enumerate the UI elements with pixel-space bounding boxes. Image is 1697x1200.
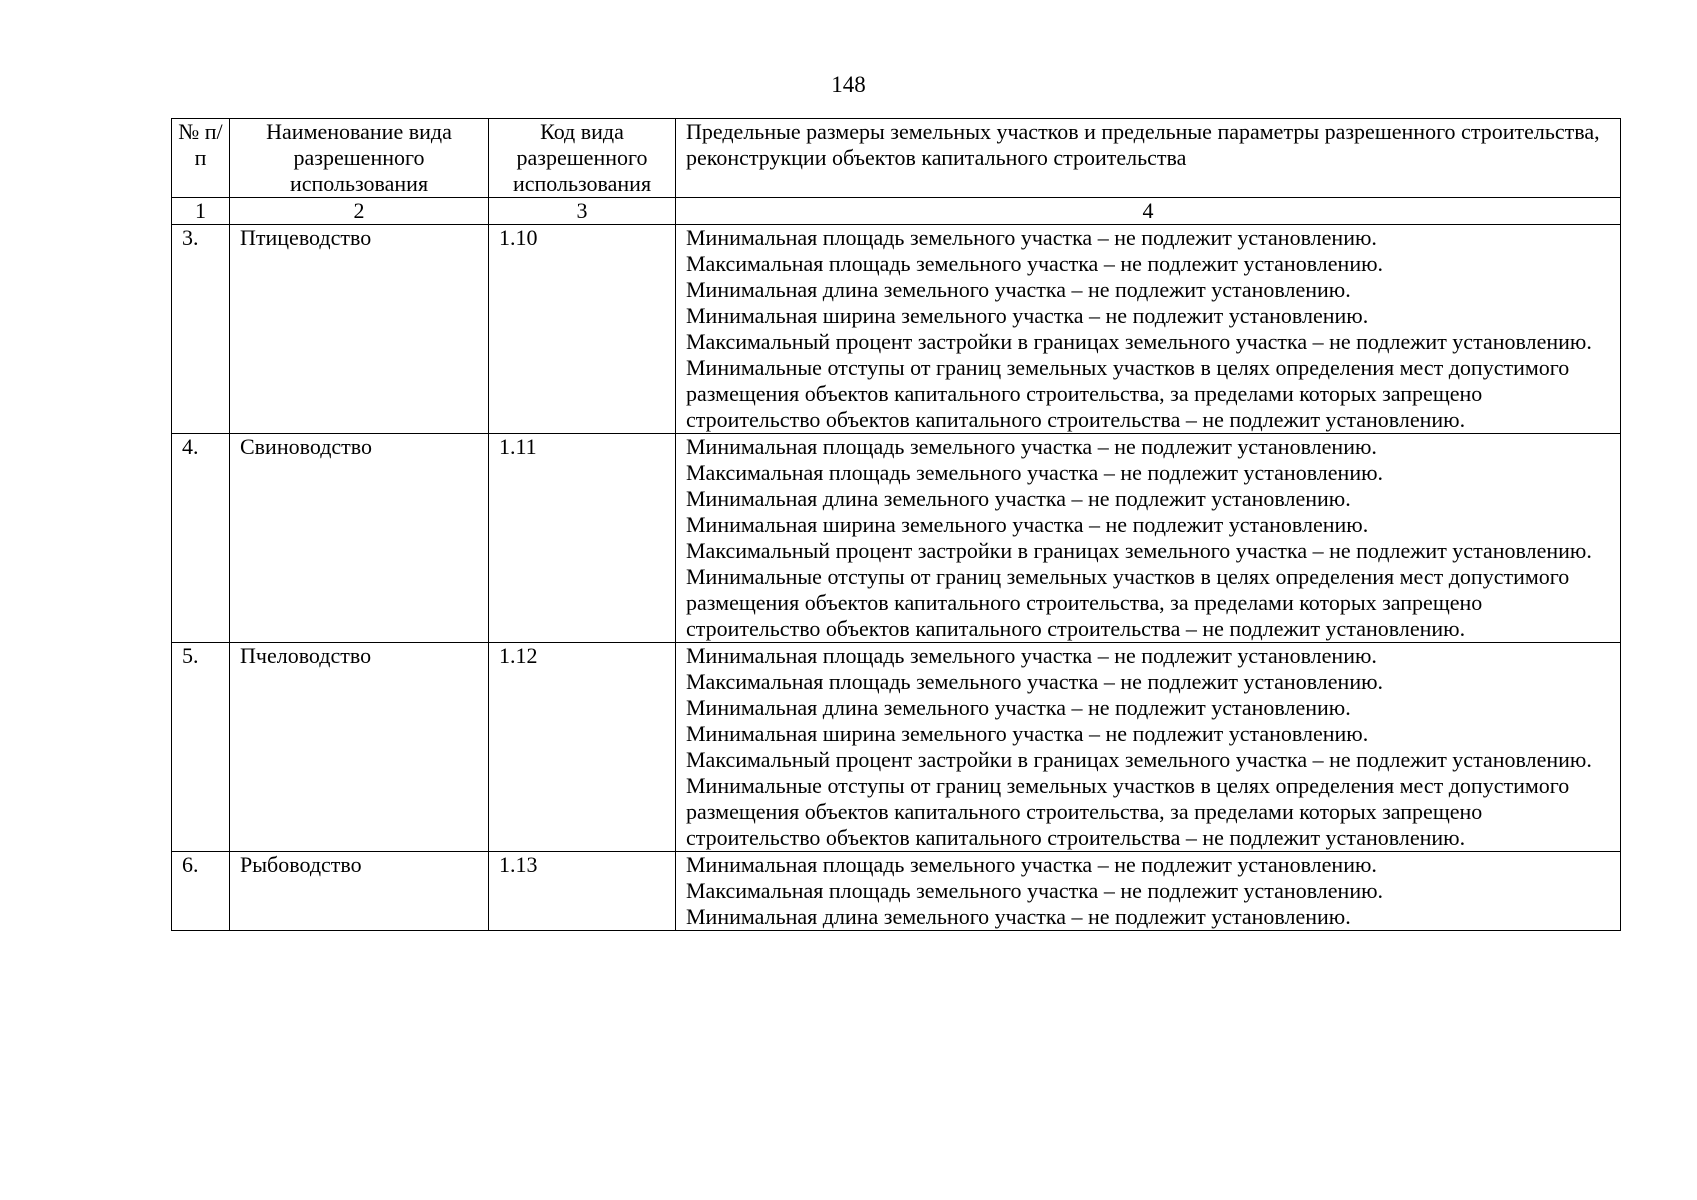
- column-number: 2: [230, 198, 489, 225]
- table-body: [172, 225, 1621, 931]
- parameters-cell: [676, 434, 1621, 643]
- use-code: 1.11: [489, 434, 676, 643]
- parameter-line: Максимальный процент застройки в границах земельного участка – не подлежит установлению.: [686, 747, 1592, 772]
- header-parameters: Предельные размеры земельных участков и предельные параметры разрешенного строительства, реконструкции объектов капитального строительства: [676, 119, 1621, 198]
- parameter-line: Максимальная площадь земельного участка – не подлежит установлению.: [686, 669, 1384, 694]
- header-row: [172, 119, 1621, 198]
- column-number-row: [172, 198, 1621, 225]
- parameter-line: Минимальная ширина земельного участка – не подлежит установлению.: [686, 303, 1369, 328]
- row-number: 4.: [172, 434, 230, 643]
- use-code: 1.12: [489, 643, 676, 852]
- header-number: № п/п: [172, 119, 230, 198]
- parameter-line: Минимальная длина земельного участка – не подлежит установлению.: [686, 277, 1351, 302]
- use-code: 1.13: [489, 852, 676, 931]
- row-number: 3.: [172, 225, 230, 434]
- parameter-line: Минимальная длина земельного участка – не подлежит установлению.: [686, 486, 1351, 511]
- parameter-line: Максимальная площадь земельного участка – не подлежит установлению.: [686, 251, 1384, 276]
- land-use-table: [171, 118, 1621, 931]
- use-name: Свиноводство: [230, 434, 489, 643]
- use-code: 1.10: [489, 225, 676, 434]
- parameters-cell: [676, 852, 1621, 931]
- row-number: 6.: [172, 852, 230, 931]
- use-name: Пчеловодство: [230, 643, 489, 852]
- parameter-line: Минимальная площадь земельного участка – не подлежит установлению.: [686, 643, 1377, 668]
- parameter-line: Максимальный процент застройки в границах земельного участка – не подлежит установлению.: [686, 329, 1592, 354]
- table-row: [172, 852, 1621, 931]
- use-name: Рыбоводство: [230, 852, 489, 931]
- row-number: 5.: [172, 643, 230, 852]
- column-number: 4: [676, 198, 1621, 225]
- parameter-line: Максимальная площадь земельного участка – не подлежит установлению.: [686, 878, 1384, 903]
- parameter-line: Минимальная длина земельного участка – не подлежит установлению.: [686, 904, 1351, 929]
- parameter-line: Минимальные отступы от границ земельных участков в целях определения мест допустимого размещения объектов капитального строительства, за пределами которых запрещено строительство объектов капитального строительства – не подлежит установлению.: [686, 773, 1570, 850]
- column-number: 1: [172, 198, 230, 225]
- parameter-line: Минимальная ширина земельного участка – не подлежит установлению.: [686, 512, 1369, 537]
- parameter-line: Минимальная площадь земельного участка – не подлежит установлению.: [686, 852, 1377, 877]
- header-use-code: Код вида разрешенного использования: [489, 119, 676, 198]
- parameter-line: Минимальная площадь земельного участка – не подлежит установлению.: [686, 225, 1377, 250]
- parameters-cell: [676, 643, 1621, 852]
- parameter-line: Минимальные отступы от границ земельных участков в целях определения мест допустимого размещения объектов капитального строительства, за пределами которых запрещено строительство объектов капитального строительства – не подлежит установлению.: [686, 564, 1570, 641]
- table-row: [172, 225, 1621, 434]
- parameter-line: Максимальная площадь земельного участка – не подлежит установлению.: [686, 460, 1384, 485]
- use-name: Птицеводство: [230, 225, 489, 434]
- column-number: 3: [489, 198, 676, 225]
- parameter-line: Максимальный процент застройки в границах земельного участка – не подлежит установлению.: [686, 538, 1592, 563]
- header-use-name: Наименование вида разрешенного использования: [230, 119, 489, 198]
- parameter-line: Минимальная площадь земельного участка – не подлежит установлению.: [686, 434, 1377, 459]
- parameters-cell: [676, 225, 1621, 434]
- parameter-line: Минимальные отступы от границ земельных участков в целях определения мест допустимого размещения объектов капитального строительства, за пределами которых запрещено строительство объектов капитального строительства – не подлежит установлению.: [686, 355, 1570, 432]
- parameter-line: Минимальная ширина земельного участка – не подлежит установлению.: [686, 721, 1369, 746]
- parameter-line: Минимальная длина земельного участка – не подлежит установлению.: [686, 695, 1351, 720]
- table-row: [172, 434, 1621, 643]
- page-number: 148: [831, 72, 866, 97]
- table-row: [172, 643, 1621, 852]
